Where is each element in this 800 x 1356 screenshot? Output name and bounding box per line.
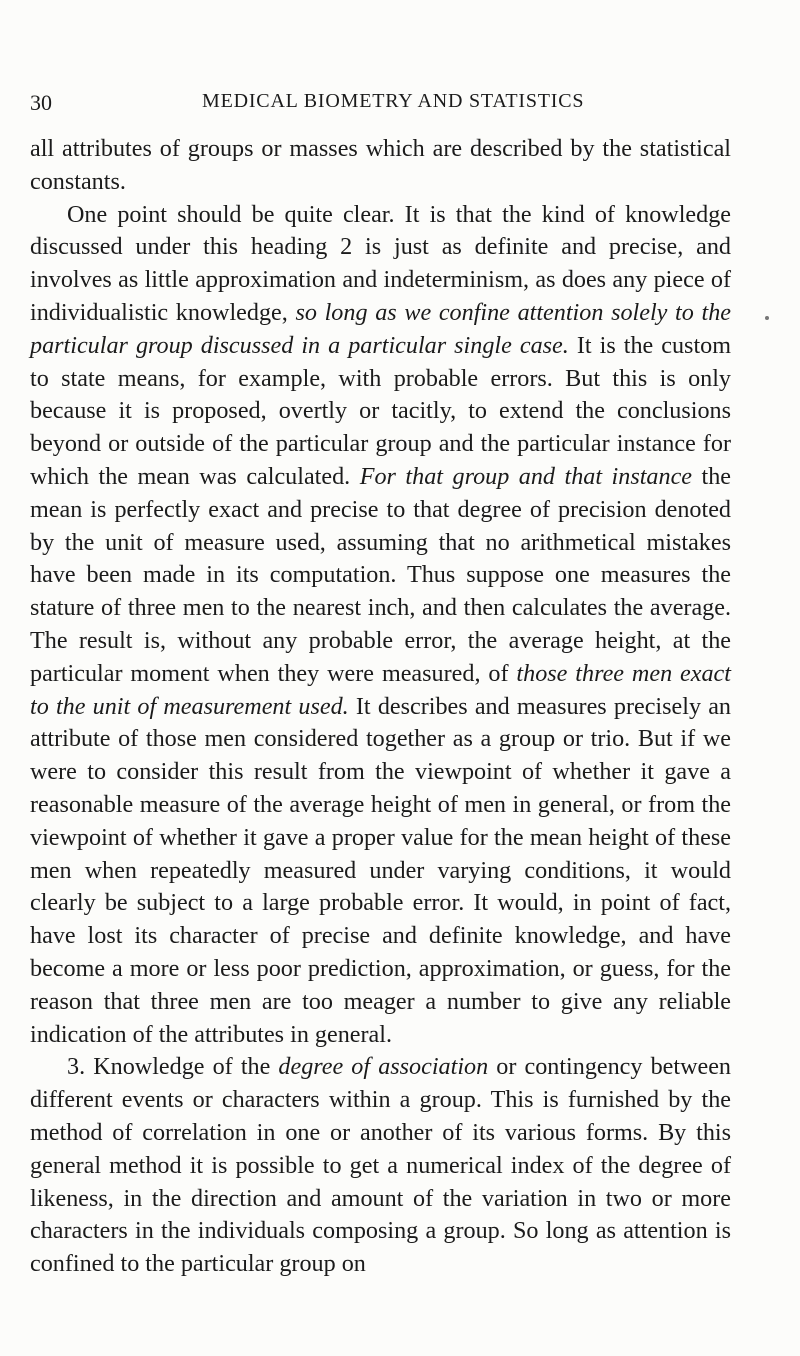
page-number: 30 (30, 90, 52, 115)
italic-text-segment: those three men exact to the unit of measurement used. (30, 659, 731, 720)
page-header (30, 90, 730, 118)
paragraph-text-segment: the mean is perfectly exact and precise to that degree of precision denoted by the unit of measure used, assuming that no arithmetical mistakes have been made in its computation. Thus suppose one measures the stature of three men to the nearest inch, and then calculates the average. The result is, without any probable error, the average height, at the particular moment when they were measured, of (30, 462, 732, 687)
italic-text-segment: For that group and that instance (359, 462, 693, 490)
paragraph-continuation: all attributes of groups or masses which are described by the statistical constants. (30, 135, 731, 195)
paragraph-association (30, 1051, 731, 1281)
paragraph-text-segment: 3. Knowledge of the (67, 1053, 279, 1081)
paragraph-text-segment: It is the custom to state means, for example, with probable errors. But this is only because it is proposed, overtly or tacitly, to extend the conclusions beyond or outside of the particular group and the particular instance for which the mean was calculated. (30, 331, 732, 490)
body-text (30, 133, 731, 1281)
margin-mark (765, 316, 769, 320)
running-title: MEDICAL BIOMETRY AND STATISTICS (202, 90, 585, 112)
paragraph-text-segment: It describes and measures precisely an attribute of those men considered together as a group or trio. But if we were to consider this result from the viewpoint of whether it gave a reasonable measure of the average height of men in general, or from the viewpoint of whether it gave a proper value for the mean height of these men when repeatedly measured under varying conditions, it would clearly be subject to a large probable error. It would, in point of fact, have lost its character of precise and definite knowledge, and have become a more or less poor prediction, approximation, or guess, for the reason that three men are too meager a number to give any reliable indication of the attributes in general. (30, 692, 732, 1048)
italic-text-segment: so long as we confine attention solely to the particular group discussed in a particular single case. (30, 298, 732, 359)
paragraph-definite-knowledge (30, 199, 731, 1052)
paragraph-text-segment: or contingency between different events or characters within a group. This is furnished by the method of correlation in one or another of its various forms. By this general method it is possible to get a numerical index of the degree of likeness, in the direction and amount of the variation in two or more characters in the individuals composing a group. So long as attention is confined to the particular group on (30, 1053, 732, 1278)
paragraph-text-segment: One point should be quite clear. It is that the kind of knowledge discussed under this heading 2 is just as definite and precise, and involves as little approximation and indeterminism, as does any piece of individualistic knowledge, (30, 200, 731, 326)
italic-text-segment: degree of association (278, 1053, 489, 1081)
